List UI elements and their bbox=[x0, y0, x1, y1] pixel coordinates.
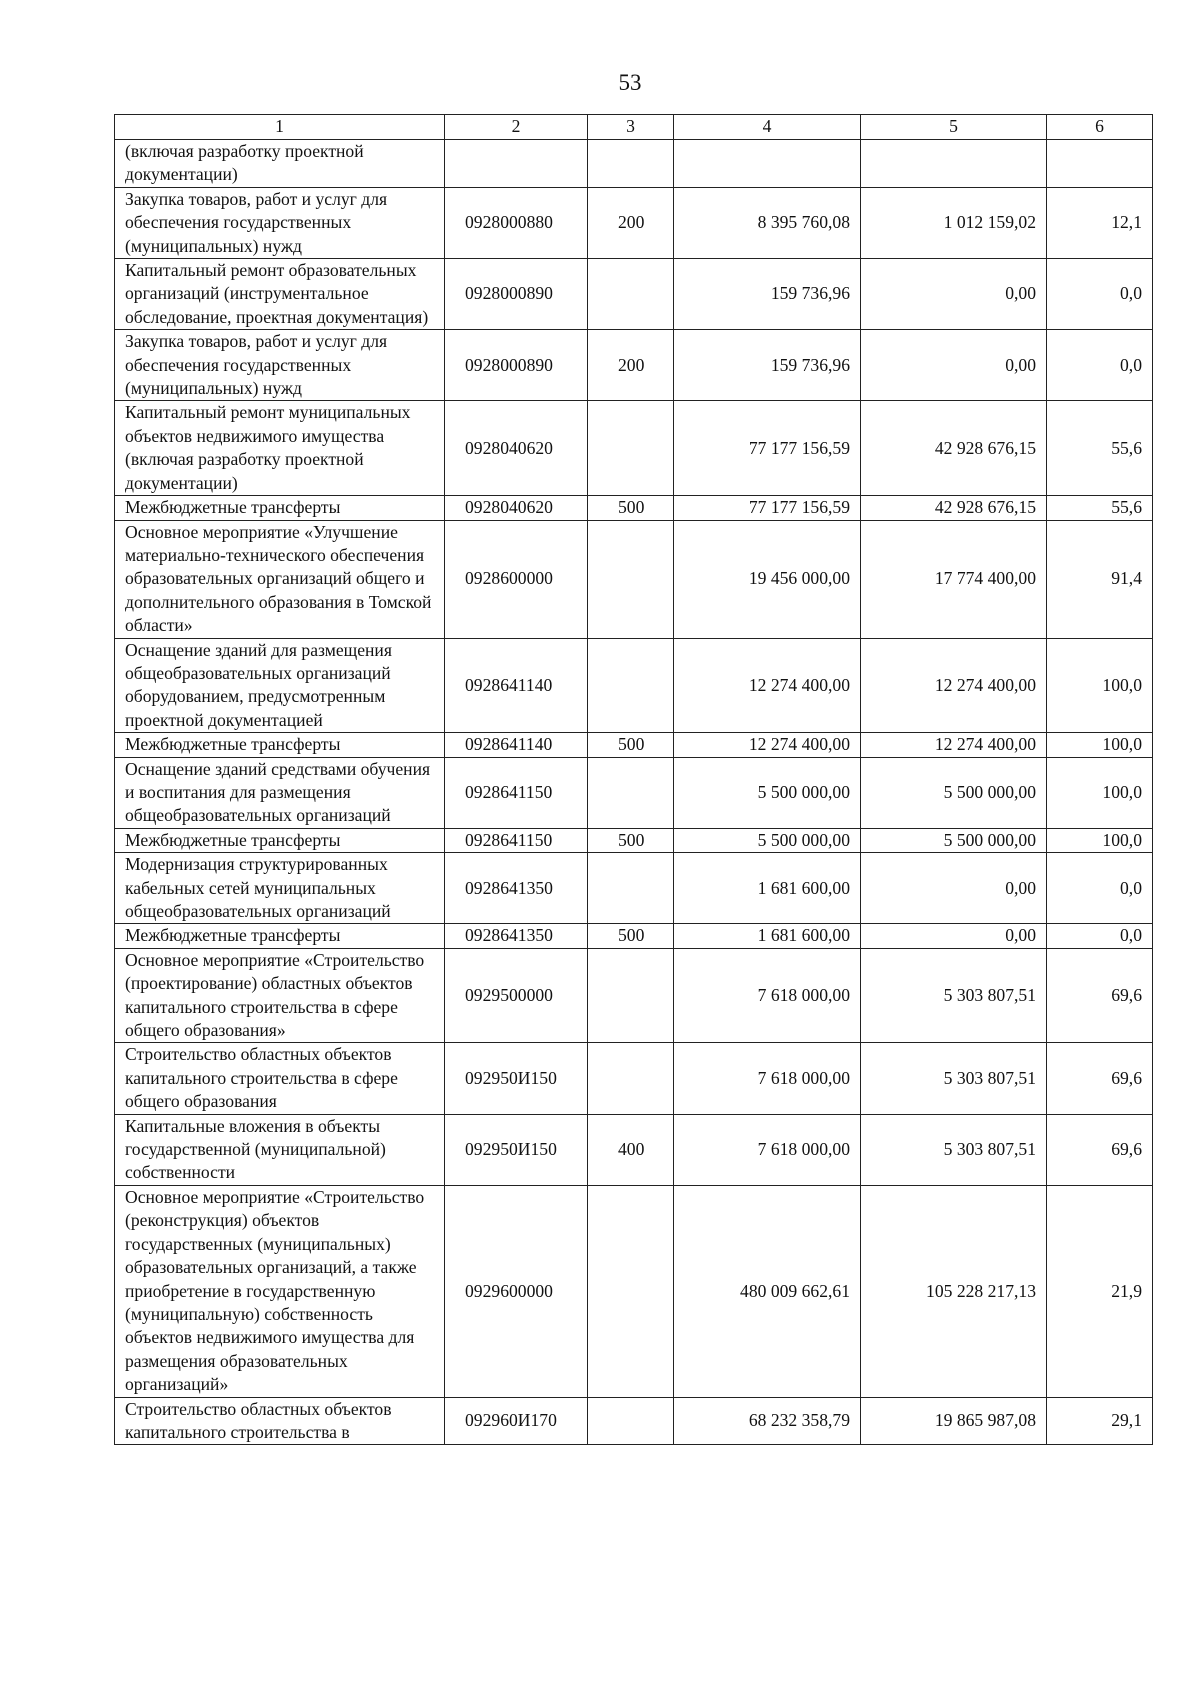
cell-plan-amount: 77 177 156,59 bbox=[674, 496, 861, 520]
cell-expense-type bbox=[588, 1185, 674, 1397]
cell-actual-amount: 42 928 676,15 bbox=[861, 401, 1047, 496]
cell-percent: 100,0 bbox=[1047, 638, 1153, 733]
cell-expense-type bbox=[588, 401, 674, 496]
cell-expense-type bbox=[588, 757, 674, 828]
cell-expense-type: 200 bbox=[588, 187, 674, 258]
cell-percent: 29,1 bbox=[1047, 1397, 1153, 1445]
cell-name: Оснащение зданий средствами обучения и воспитания для размещения общеобразовательных организаций bbox=[115, 757, 445, 828]
column-header: 1 bbox=[115, 115, 445, 140]
cell-code: 0928641350 bbox=[445, 924, 588, 948]
cell-name: Капитальный ремонт муниципальных объектов недвижимого имущества (включая разработку проектной документации) bbox=[115, 401, 445, 496]
cell-code: 0928040620 bbox=[445, 496, 588, 520]
cell-name: Межбюджетные трансферты bbox=[115, 828, 445, 852]
table-row bbox=[115, 401, 1153, 496]
cell-plan-amount: 7 618 000,00 bbox=[674, 1043, 861, 1114]
cell-actual-amount: 0,00 bbox=[861, 924, 1047, 948]
table-header-row bbox=[115, 115, 1153, 140]
table-row bbox=[115, 1397, 1153, 1445]
cell-plan-amount: 8 395 760,08 bbox=[674, 187, 861, 258]
cell-expense-type bbox=[588, 1397, 674, 1445]
cell-plan-amount: 7 618 000,00 bbox=[674, 948, 861, 1043]
cell-code: 0928000890 bbox=[445, 259, 588, 330]
cell-percent: 0,0 bbox=[1047, 330, 1153, 401]
table-row bbox=[115, 757, 1153, 828]
cell-name: Капитальные вложения в объекты государственной (муниципальной) собственности bbox=[115, 1114, 445, 1185]
cell-actual-amount: 105 228 217,13 bbox=[861, 1185, 1047, 1397]
cell-plan-amount: 77 177 156,59 bbox=[674, 401, 861, 496]
column-header: 4 bbox=[674, 115, 861, 140]
cell-code: 0929500000 bbox=[445, 948, 588, 1043]
cell-percent bbox=[1047, 140, 1153, 188]
cell-plan-amount: 159 736,96 bbox=[674, 330, 861, 401]
cell-plan-amount: 159 736,96 bbox=[674, 259, 861, 330]
cell-percent: 69,6 bbox=[1047, 948, 1153, 1043]
cell-plan-amount: 1 681 600,00 bbox=[674, 853, 861, 924]
cell-actual-amount: 1 012 159,02 bbox=[861, 187, 1047, 258]
cell-percent: 0,0 bbox=[1047, 924, 1153, 948]
cell-name: Основное мероприятие «Улучшение материально-технического обеспечения образовательных организаций общего и дополнительного образования в Томской области» bbox=[115, 520, 445, 638]
cell-code bbox=[445, 140, 588, 188]
cell-expense-type: 500 bbox=[588, 496, 674, 520]
cell-code: 0928600000 bbox=[445, 520, 588, 638]
cell-percent: 21,9 bbox=[1047, 1185, 1153, 1397]
cell-actual-amount: 0,00 bbox=[861, 330, 1047, 401]
cell-actual-amount: 0,00 bbox=[861, 259, 1047, 330]
cell-code: 0928641140 bbox=[445, 638, 588, 733]
table-row bbox=[115, 496, 1153, 520]
cell-code: 0928641150 bbox=[445, 828, 588, 852]
table-row bbox=[115, 924, 1153, 948]
cell-name: Строительство областных объектов капитального строительства в bbox=[115, 1397, 445, 1445]
cell-expense-type bbox=[588, 948, 674, 1043]
cell-actual-amount bbox=[861, 140, 1047, 188]
cell-actual-amount: 42 928 676,15 bbox=[861, 496, 1047, 520]
cell-code: 0928641140 bbox=[445, 733, 588, 757]
table-row bbox=[115, 1185, 1153, 1397]
cell-code: 0928000880 bbox=[445, 187, 588, 258]
cell-actual-amount: 5 500 000,00 bbox=[861, 828, 1047, 852]
page-number: 53 bbox=[618, 70, 642, 95]
table-row bbox=[115, 259, 1153, 330]
cell-plan-amount: 5 500 000,00 bbox=[674, 828, 861, 852]
cell-name: (включая разработку проектной документации) bbox=[115, 140, 445, 188]
table-row bbox=[115, 1043, 1153, 1114]
cell-percent: 69,6 bbox=[1047, 1114, 1153, 1185]
cell-plan-amount: 1 681 600,00 bbox=[674, 924, 861, 948]
cell-name: Межбюджетные трансферты bbox=[115, 733, 445, 757]
cell-code: 092960И170 bbox=[445, 1397, 588, 1445]
cell-plan-amount: 7 618 000,00 bbox=[674, 1114, 861, 1185]
cell-percent: 0,0 bbox=[1047, 853, 1153, 924]
cell-percent: 100,0 bbox=[1047, 757, 1153, 828]
cell-name: Межбюджетные трансферты bbox=[115, 924, 445, 948]
cell-actual-amount: 19 865 987,08 bbox=[861, 1397, 1047, 1445]
cell-name: Закупка товаров, работ и услуг для обеспечения государственных (муниципальных) нужд bbox=[115, 330, 445, 401]
cell-expense-type bbox=[588, 520, 674, 638]
cell-actual-amount: 5 500 000,00 bbox=[861, 757, 1047, 828]
cell-code: 092950И150 bbox=[445, 1114, 588, 1185]
cell-expense-type: 200 bbox=[588, 330, 674, 401]
column-header: 5 bbox=[861, 115, 1047, 140]
table-row bbox=[115, 187, 1153, 258]
cell-code: 092950И150 bbox=[445, 1043, 588, 1114]
cell-name: Строительство областных объектов капитального строительства в сфере общего образования bbox=[115, 1043, 445, 1114]
cell-expense-type: 400 bbox=[588, 1114, 674, 1185]
cell-plan-amount: 5 500 000,00 bbox=[674, 757, 861, 828]
cell-plan-amount: 12 274 400,00 bbox=[674, 638, 861, 733]
cell-actual-amount: 5 303 807,51 bbox=[861, 1114, 1047, 1185]
cell-code: 0928040620 bbox=[445, 401, 588, 496]
cell-plan-amount: 12 274 400,00 bbox=[674, 733, 861, 757]
table-row bbox=[115, 520, 1153, 638]
table-row bbox=[115, 330, 1153, 401]
cell-actual-amount: 12 274 400,00 bbox=[861, 733, 1047, 757]
cell-expense-type bbox=[588, 853, 674, 924]
cell-actual-amount: 0,00 bbox=[861, 853, 1047, 924]
column-header: 3 bbox=[588, 115, 674, 140]
cell-name: Основное мероприятие «Строительство (реконструкция) объектов государственных (муниципальных) образовательных организаций, а также приобретение в государственную (муниципальную) собственность объектов недвижимого имущества для размещения образовательных организаций» bbox=[115, 1185, 445, 1397]
cell-percent: 12,1 bbox=[1047, 187, 1153, 258]
table-row bbox=[115, 828, 1153, 852]
cell-percent: 55,6 bbox=[1047, 401, 1153, 496]
table-row bbox=[115, 948, 1153, 1043]
cell-actual-amount: 17 774 400,00 bbox=[861, 520, 1047, 638]
cell-plan-amount: 480 009 662,61 bbox=[674, 1185, 861, 1397]
table-row bbox=[115, 140, 1153, 188]
cell-expense-type bbox=[588, 259, 674, 330]
budget-table bbox=[114, 114, 1153, 1445]
cell-code: 0928641350 bbox=[445, 853, 588, 924]
table-row bbox=[115, 638, 1153, 733]
cell-expense-type: 500 bbox=[588, 924, 674, 948]
cell-name: Основное мероприятие «Строительство (проектирование) областных объектов капитального строительства в сфере общего образования» bbox=[115, 948, 445, 1043]
column-header: 2 bbox=[445, 115, 588, 140]
cell-expense-type: 500 bbox=[588, 828, 674, 852]
cell-name: Капитальный ремонт образовательных организаций (инструментальное обследование, проектная документация) bbox=[115, 259, 445, 330]
cell-plan-amount: 19 456 000,00 bbox=[674, 520, 861, 638]
cell-percent: 91,4 bbox=[1047, 520, 1153, 638]
cell-code: 0928641150 bbox=[445, 757, 588, 828]
table-row bbox=[115, 1114, 1153, 1185]
cell-expense-type bbox=[588, 638, 674, 733]
cell-expense-type bbox=[588, 1043, 674, 1114]
cell-name: Модернизация структурированных кабельных сетей муниципальных общеобразовательных организаций bbox=[115, 853, 445, 924]
cell-percent: 55,6 bbox=[1047, 496, 1153, 520]
cell-percent: 100,0 bbox=[1047, 733, 1153, 757]
cell-actual-amount: 5 303 807,51 bbox=[861, 1043, 1047, 1114]
table-row bbox=[115, 853, 1153, 924]
cell-name: Оснащение зданий для размещения общеобразовательных организаций оборудованием, предусмотренным проектной документацией bbox=[115, 638, 445, 733]
cell-code: 0928000890 bbox=[445, 330, 588, 401]
cell-plan-amount bbox=[674, 140, 861, 188]
cell-code: 0929600000 bbox=[445, 1185, 588, 1397]
cell-actual-amount: 5 303 807,51 bbox=[861, 948, 1047, 1043]
cell-plan-amount: 68 232 358,79 bbox=[674, 1397, 861, 1445]
cell-actual-amount: 12 274 400,00 bbox=[861, 638, 1047, 733]
cell-percent: 69,6 bbox=[1047, 1043, 1153, 1114]
cell-percent: 0,0 bbox=[1047, 259, 1153, 330]
cell-percent: 100,0 bbox=[1047, 828, 1153, 852]
cell-expense-type bbox=[588, 140, 674, 188]
cell-expense-type: 500 bbox=[588, 733, 674, 757]
column-header: 6 bbox=[1047, 115, 1153, 140]
cell-name: Межбюджетные трансферты bbox=[115, 496, 445, 520]
cell-name: Закупка товаров, работ и услуг для обеспечения государственных (муниципальных) нужд bbox=[115, 187, 445, 258]
table-row bbox=[115, 733, 1153, 757]
